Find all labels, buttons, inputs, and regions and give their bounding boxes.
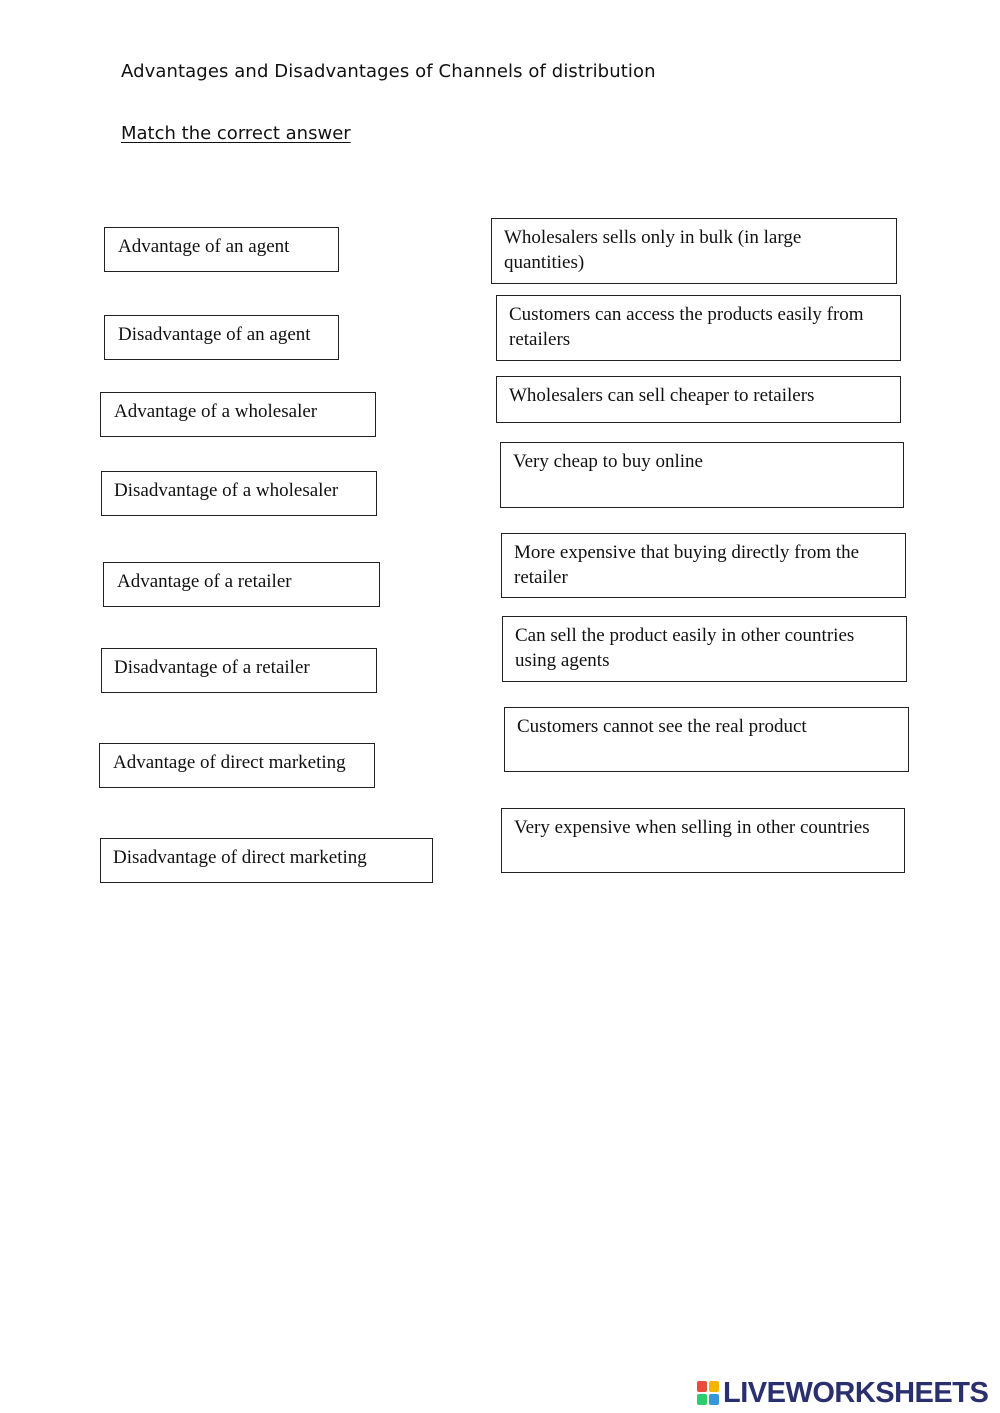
- match-left-item[interactable]: Disadvantage of a wholesaler: [101, 471, 377, 516]
- match-left-item[interactable]: Advantage of a wholesaler: [100, 392, 376, 437]
- match-left-item[interactable]: Advantage of an agent: [104, 227, 339, 272]
- match-right-item[interactable]: Customers cannot see the real product: [504, 707, 909, 772]
- logo-cell: [697, 1394, 707, 1405]
- liveworksheets-brand: [697, 1378, 988, 1408]
- logo-cell: [709, 1394, 719, 1405]
- match-right-item[interactable]: Very cheap to buy online: [500, 442, 904, 508]
- liveworksheets-logo-icon: [697, 1381, 719, 1405]
- match-right-item[interactable]: Customers can access the products easily from retailers: [496, 295, 901, 361]
- match-left-item[interactable]: Advantage of a retailer: [103, 562, 380, 607]
- worksheet-instruction: Match the correct answer: [121, 123, 351, 144]
- brand-name: LIVEWORKSHEETS: [723, 1376, 989, 1409]
- logo-cell: [709, 1381, 719, 1392]
- match-right-item[interactable]: Wholesalers can sell cheaper to retailers: [496, 376, 901, 423]
- match-left-item[interactable]: Advantage of direct marketing: [99, 743, 375, 788]
- match-left-item[interactable]: Disadvantage of direct marketing: [100, 838, 433, 883]
- match-right-item[interactable]: Can sell the product easily in other countries using agents: [502, 616, 907, 682]
- match-right-item[interactable]: More expensive that buying directly from the retailer: [501, 533, 906, 598]
- match-right-item[interactable]: Wholesalers sells only in bulk (in large quantities): [491, 218, 897, 284]
- match-left-item[interactable]: Disadvantage of an agent: [104, 315, 339, 360]
- logo-cell: [697, 1381, 707, 1392]
- match-left-item[interactable]: Disadvantage of a retailer: [101, 648, 377, 693]
- worksheet-title: Advantages and Disadvantages of Channels of distribution: [121, 61, 656, 82]
- match-right-item[interactable]: Very expensive when selling in other countries: [501, 808, 905, 873]
